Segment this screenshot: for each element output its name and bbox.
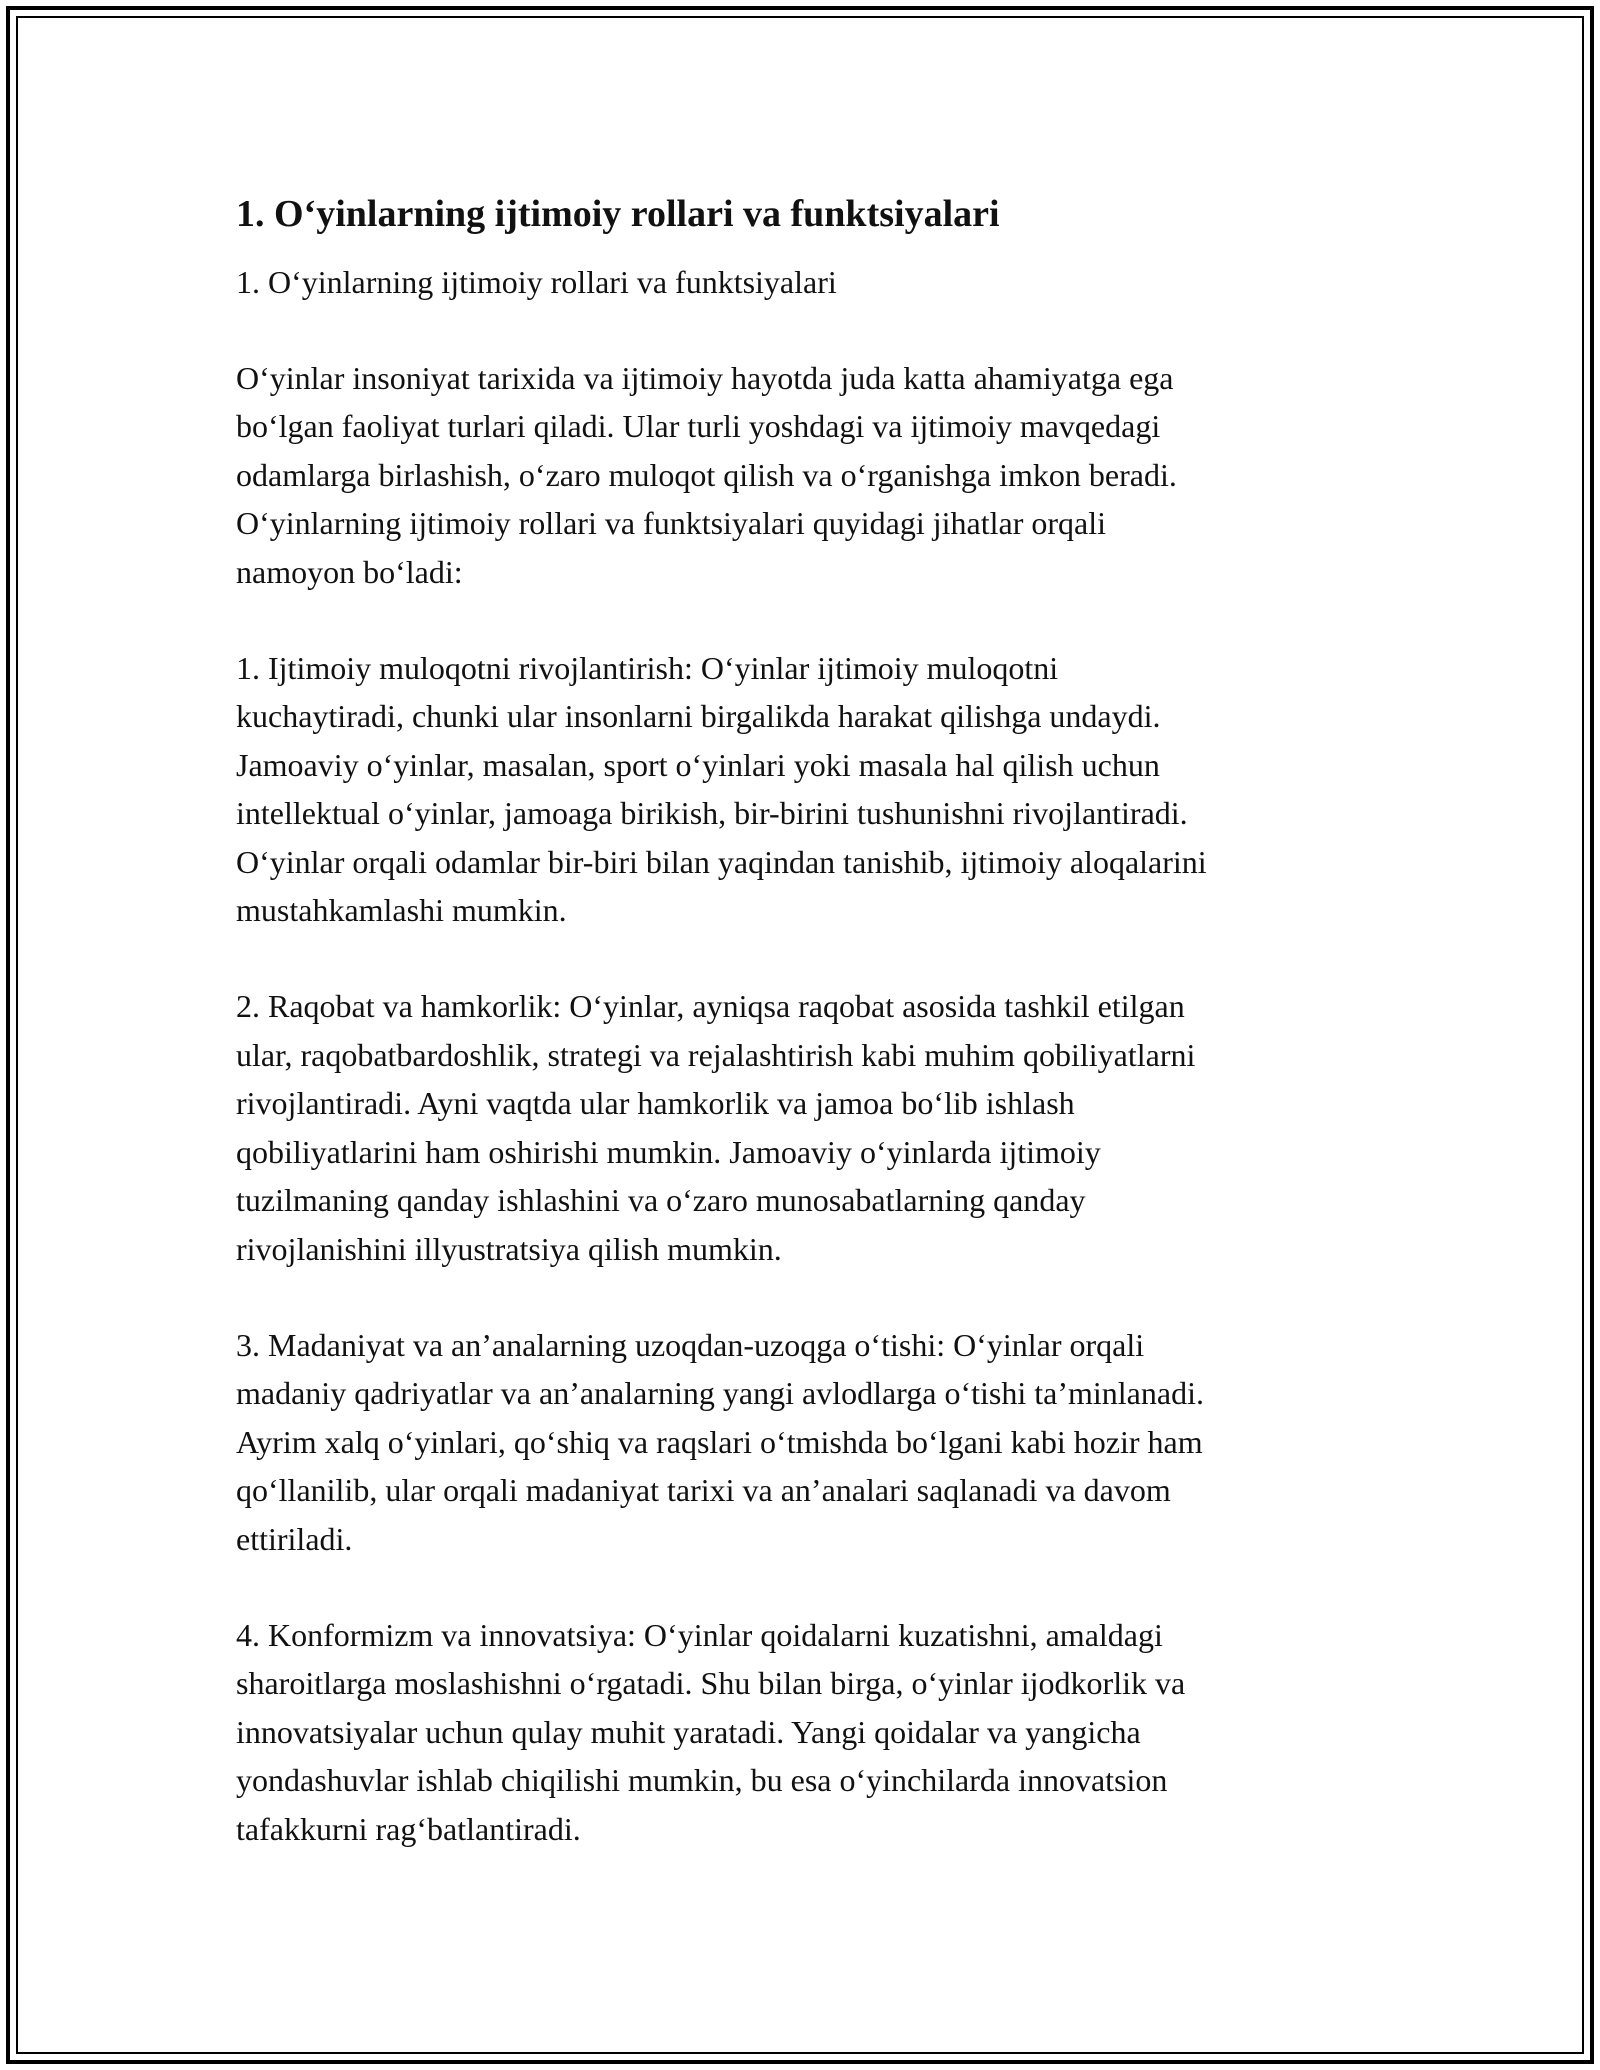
paragraph-line: ular, raqobatbardoshlik, strategi va rejalashtirish kabi muhim qobiliyatlarni — [236, 1036, 1196, 1073]
document-subheading: 1. O‘yinlarning ijtimoiy rollari va funktsiyalari — [236, 264, 837, 300]
paragraph-line: mustahkamlashi mumkin. — [236, 892, 567, 929]
paragraph-line: innovatsiyalar uchun qulay muhit yaratadi. Yangi qoidalar va yangicha — [236, 1713, 1141, 1750]
paragraph-line: 2. Raqobat va hamkorlik: O‘yinlar, ayniqsa raqobat asosida tashkil etilgan — [236, 988, 1185, 1025]
paragraph-line: rivojlanishini illyustratsiya qilish mumkin. — [236, 1230, 782, 1267]
document-body — [236, 186, 1366, 1853]
paragraph-line: tafakkurni rag‘batlantiradi. — [236, 1810, 581, 1847]
paragraph-competition-cooperation — [236, 982, 1366, 1272]
paragraph-line: ettiriladi. — [236, 1520, 353, 1557]
paragraph-line: namoyon bo‘ladi: — [236, 553, 463, 590]
paragraph-line: O‘yinlar insoniyat tarixida va ijtimoiy hayotda juda katta ahamiyatga ega — [236, 360, 1174, 396]
paragraph-line: O‘yinlarning ijtimoiy rollari va funktsiyalari quyidagi jihatlar orqali — [236, 505, 1107, 542]
paragraph-culture-traditions — [236, 1321, 1366, 1563]
paragraph-line: intellektual o‘yinlar, jamoaga birikish, bir-birini tushunishni rivojlantiradi. — [236, 795, 1188, 832]
paragraph-line: bo‘lgan faoliyat turlari qiladi. Ular turli yoshdagi va ijtimoiy mavqedagi — [236, 408, 1161, 445]
paragraph-social-communication — [236, 644, 1366, 934]
paragraph-line: 3. Madaniyat va an’analarning uzoqdan-uzoqga o‘tishi: O‘yinlar orqali — [236, 1326, 1145, 1363]
paragraph-line: sharoitlarga moslashishni o‘rgatadi. Shu bilan birga, o‘yinlar ijodkorlik va — [236, 1665, 1186, 1702]
paragraph-line: Jamoaviy o‘yinlar, masalan, sport o‘yinlari yoki masala hal qilish uchun — [236, 746, 1160, 783]
paragraph-line: 1. Ijtimoiy muloqotni rivojlantirish: O‘yinlar ijtimoiy muloqotni — [236, 650, 1059, 687]
paragraph-line: odamlarga birlashish, o‘zaro muloqot qilish va o‘rganishga imkon beradi. — [236, 456, 1177, 493]
document-heading: 1. O‘yinlarning ijtimoiy rollari va funktsiyalari — [236, 193, 1000, 235]
paragraph-line: 4. Konformizm va innovatsiya: O‘yinlar qoidalarni kuzatishni, amaldagi — [236, 1616, 1163, 1653]
paragraph-line: tuzilmaning qanday ishlashini va o‘zaro munosabatlarning qanday — [236, 1182, 1086, 1219]
paragraph-line: Ayrim xalq o‘yinlari, qo‘shiq va raqslari o‘tmishda bo‘lgani kabi hozir ham — [236, 1423, 1203, 1460]
paragraph-line: O‘yinlar orqali odamlar bir-biri bilan yaqindan tanishib, ijtimoiy aloqalarini — [236, 843, 1207, 880]
paragraph-conformism-innovation — [236, 1611, 1366, 1853]
paragraph-line: qobiliyatlarini ham oshirishi mumkin. Jamoaviy o‘yinlarda ijtimoiy — [236, 1133, 1101, 1170]
paragraph-line: kuchaytiradi, chunki ular insonlarni birgalikda harakat qilishga undaydi. — [236, 698, 1161, 735]
paragraph-line: rivojlantiradi. Ayni vaqtda ular hamkorlik va jamoa bo‘lib ishlash — [236, 1085, 1075, 1122]
paragraph-line: qo‘llanilib, ular orqali madaniyat tarixi va an’analari saqlanadi va davom — [236, 1472, 1171, 1509]
paragraph-line: yondashuvlar ishlab chiqilishi mumkin, bu esa o‘yinchilarda innovatsion — [236, 1762, 1168, 1799]
paragraph-intro — [236, 354, 1366, 596]
paragraph-line: madaniy qadriyatlar va an’analarning yangi avlodlarga o‘tishi ta’minlanadi. — [236, 1375, 1204, 1412]
